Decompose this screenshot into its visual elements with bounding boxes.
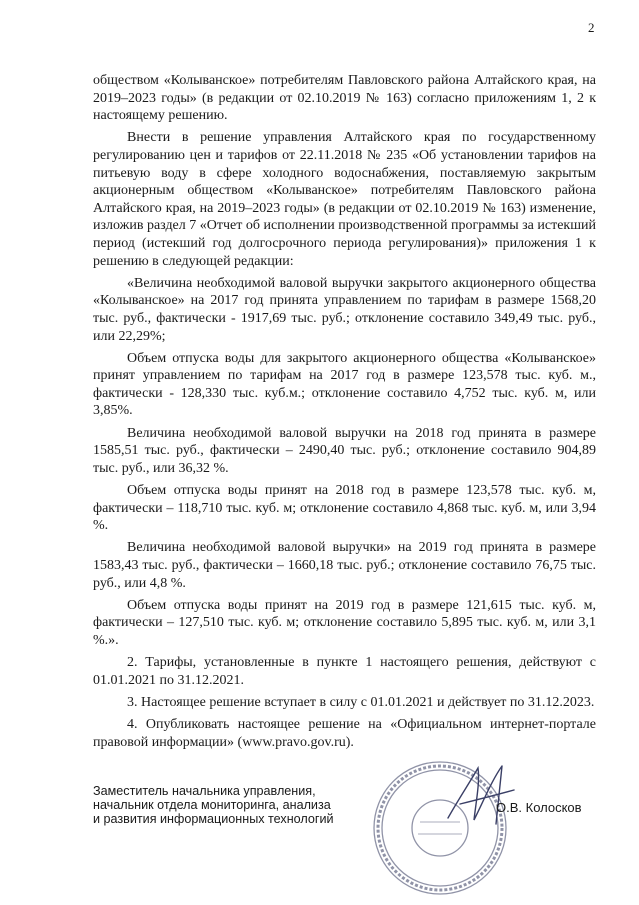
handwritten-signature [440, 760, 520, 830]
position-line: Заместитель начальника управления, [93, 784, 316, 798]
paragraph-revenue-2018: Величина необходимой валовой выручки на 2018 год принята в размере 1585,51 тыс. руб., фактически – 2490,40 тыс. руб.; отклонение составило 904,89 тыс. руб., или 36,32 %. [93, 425, 596, 476]
paragraph-water-volume-2017: Объем отпуска воды для закрытого акционерного общества «Колыванское» принят управлением по тарифам на 2017 год в размере 123,578 тыс. куб. м., фактически - 128,330 тыс. куб.м.; отклонение составило 4,752 тыс. куб. м, или 3,85%. [93, 350, 596, 419]
paragraph-continuation: обществом «Колыванское» потребителям Павловского района Алтайского края, на 2019–2023 годы» (в редакции от 02.10.2019 № 163) согласно приложениям 1, 2 к настоящему решению. [93, 73, 596, 124]
signatory-position [93, 784, 373, 826]
paragraph-revenue-2017: «Величина необходимой валовой выручки закрытого акционерного общества «Колыванское» на 2017 год принята управлением по тарифам в размере 1568,20 тыс. руб., фактически - 1917,69 тыс. руб.; отклонение составило 349,49 тыс. руб., или 22,29%; [93, 275, 596, 344]
signatory-name: О.В. Колосков [496, 800, 582, 815]
paragraph-water-volume-2018: Объем отпуска воды принят на 2018 год в размере 123,578 тыс. куб. м, фактически – 118,710 тыс. куб. м; отклонение составило 4,868 тыс. куб. м, или 3,94 %. [93, 483, 596, 534]
page-number: 2 [588, 20, 595, 35]
paragraph-amendment: Внести в решение управления Алтайского края по государственному регулированию цен и тарифов от 22.11.2018 № 235 «Об установлении тарифов на питьевую воду в сфере холодного водоснабжения, поставляемую закрытым акционерным обществом «Колыванское» потребителям Павловского района Алтайского края, на 2019–2023 годы» (в редакции от 02.10.2019 № 163) изменение, изложив раздел 7 «Отчет об исполнении производственной программы за истекший период (истекший год долгосрочного периода регулирования)» приложения 1 к решению в следующей редакции: [93, 130, 596, 269]
position-line: начальник отдела мониторинга, анализа [93, 798, 331, 812]
paragraph-item-3: 3. Настоящее решение вступает в силу с 01.01.2021 и действует по 31.12.2023. [127, 694, 595, 710]
paragraph-water-volume-2019: Объем отпуска воды принят на 2019 год в размере 121,615 тыс. куб. м, фактически – 127,510 тыс. куб. м; отклонение составило 5,895 тыс. куб. м, или 3,1 %.». [93, 597, 596, 648]
paragraph-item-2: 2. Тарифы, установленные в пункте 1 настоящего решения, действуют с 01.01.2021 по 31.12.2021. [93, 655, 596, 688]
paragraph-revenue-2019: Величина необходимой валовой выручки» на 2019 год принята в размере 1583,43 тыс. руб., фактически – 1660,18 тыс. руб.; отклонение составило 76,75 тыс. руб., или 4,8 %. [93, 540, 596, 591]
document-body [93, 72, 596, 756]
position-line: и развития информационных технологий [93, 812, 334, 826]
paragraph-item-4: 4. Опубликовать настоящее решение на «Официальном интернет-портале правовой информации» (www.pravo.gov.ru). [93, 717, 596, 750]
